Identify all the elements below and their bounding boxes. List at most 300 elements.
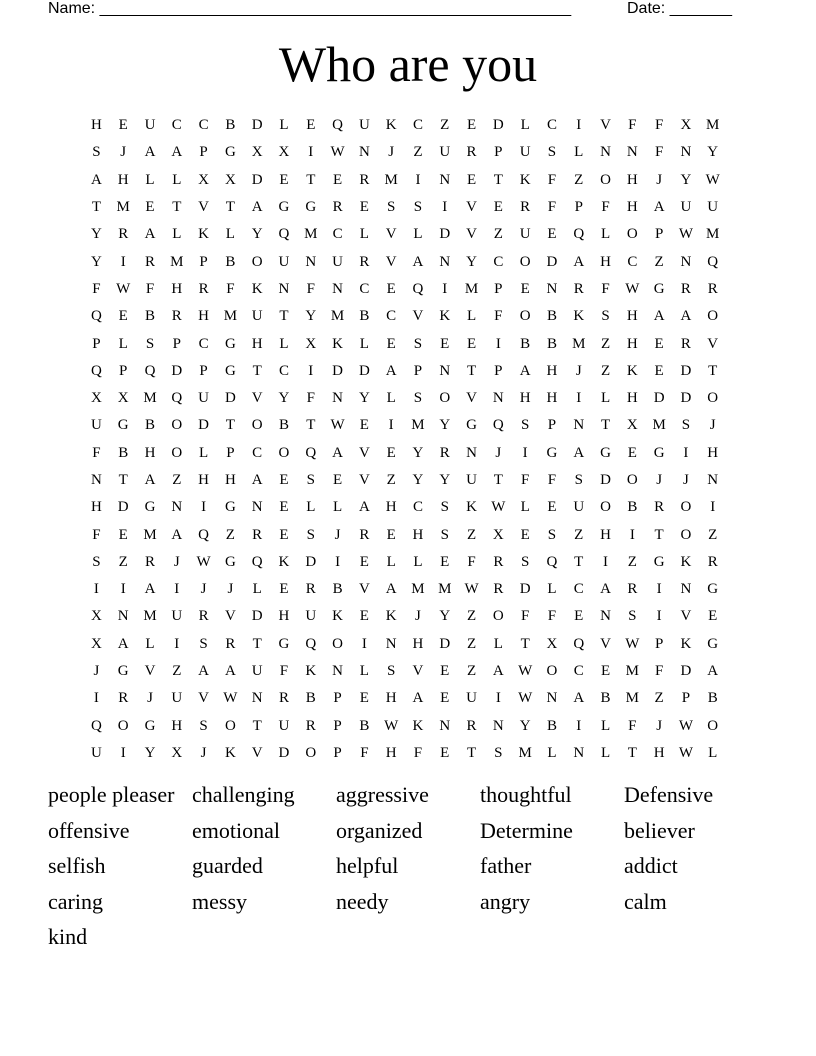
grid-letter: R bbox=[680, 335, 691, 352]
grid-letter: J bbox=[227, 581, 234, 598]
grid-letter: G bbox=[224, 362, 236, 379]
letter-grid bbox=[83, 112, 733, 767]
grid-letter: E bbox=[118, 117, 128, 134]
grid-letter: N bbox=[546, 690, 558, 707]
grid-letter: Z bbox=[627, 553, 637, 570]
grid-letter: B bbox=[144, 417, 155, 434]
grid-letter: U bbox=[466, 472, 477, 488]
grid-letter: V bbox=[358, 444, 370, 461]
grid-letter: L bbox=[600, 226, 611, 243]
grid-row bbox=[83, 221, 733, 248]
grid-letter: I bbox=[495, 335, 501, 352]
grid-letter: X bbox=[171, 744, 183, 761]
grid-letter: I bbox=[388, 417, 394, 434]
grid-letter: D bbox=[358, 362, 370, 379]
grid-letter: L bbox=[145, 635, 155, 652]
grid-letter: I bbox=[576, 390, 582, 407]
grid-letter: F bbox=[413, 744, 423, 761]
grid-letter: J bbox=[656, 171, 663, 188]
word-list-item: offensive bbox=[48, 817, 130, 843]
grid-letter: L bbox=[279, 335, 289, 352]
grid-letter: E bbox=[440, 690, 450, 707]
grid-letter: A bbox=[385, 581, 397, 598]
grid-letter: Z bbox=[466, 635, 477, 652]
grid-letter: Y bbox=[278, 390, 290, 407]
grid-letter: E bbox=[279, 499, 289, 516]
grid-letter: L bbox=[118, 335, 128, 352]
grid-letter: V bbox=[198, 199, 209, 216]
grid-letter: S bbox=[199, 717, 208, 734]
grid-letter: J bbox=[656, 717, 663, 734]
grid-letter: Z bbox=[466, 608, 477, 625]
grid-letter: E bbox=[386, 280, 396, 297]
grid-letter: X bbox=[117, 390, 129, 407]
grid-letter: I bbox=[710, 499, 716, 516]
grid-letter: M bbox=[116, 199, 130, 216]
grid-letter: G bbox=[144, 717, 156, 734]
grid-letter: I bbox=[656, 608, 662, 625]
grid-letter: H bbox=[251, 335, 263, 352]
grid-letter: L bbox=[199, 444, 209, 461]
grid-letter: V bbox=[358, 472, 370, 488]
grid-letter: R bbox=[680, 280, 691, 297]
grid-letter: M bbox=[330, 308, 345, 325]
grid-letter: W bbox=[625, 280, 640, 297]
grid-letter: H bbox=[626, 171, 638, 188]
grid-letter: U bbox=[90, 417, 102, 434]
grid-letter: W bbox=[330, 417, 345, 434]
grid-letter: K bbox=[466, 499, 477, 516]
grid-letter: J bbox=[334, 526, 341, 543]
page-title: Who are you bbox=[278, 36, 538, 92]
grid-letter: R bbox=[520, 199, 531, 216]
grid-letter: B bbox=[627, 499, 638, 516]
grid-letter: I bbox=[495, 690, 501, 707]
grid-letter: U bbox=[332, 253, 343, 270]
grid-row bbox=[83, 440, 733, 467]
grid-letter: G bbox=[653, 553, 665, 570]
grid-letter: C bbox=[573, 581, 584, 598]
grid-letter: U bbox=[573, 499, 585, 516]
grid-letter: U bbox=[171, 690, 183, 707]
grid-letter: W bbox=[625, 635, 640, 652]
grid-letter: H bbox=[385, 499, 397, 516]
grid-letter: K bbox=[224, 744, 236, 761]
grid-row bbox=[83, 521, 733, 548]
grid-letter: G bbox=[144, 499, 156, 516]
grid-letter: A bbox=[117, 635, 129, 652]
grid-letter: I bbox=[415, 171, 421, 188]
grid-letter: B bbox=[600, 690, 611, 707]
grid-letter: D bbox=[680, 362, 692, 379]
grid-letter: S bbox=[306, 526, 315, 543]
grid-letter: M bbox=[170, 253, 184, 270]
grid-letter: R bbox=[171, 308, 182, 325]
grid-letter: U bbox=[251, 663, 263, 680]
grid-letter: U bbox=[439, 144, 451, 161]
grid-letter: O bbox=[626, 472, 638, 488]
grid-letter: G bbox=[466, 417, 477, 434]
grid-row bbox=[83, 276, 733, 303]
grid-letter: P bbox=[574, 199, 583, 216]
grid-letter: D bbox=[546, 253, 558, 270]
grid-letter: F bbox=[654, 663, 664, 680]
grid-letter: L bbox=[466, 308, 477, 325]
grid-letter: I bbox=[576, 717, 582, 734]
grid-letter: S bbox=[601, 308, 610, 325]
grid-letter: T bbox=[252, 362, 262, 379]
grid-letter: Z bbox=[600, 362, 611, 379]
grid-letter: N bbox=[546, 280, 558, 297]
grid-letter: C bbox=[546, 117, 557, 134]
grid-letter: E bbox=[440, 335, 450, 352]
grid-letter: E bbox=[279, 472, 289, 488]
grid-letter: J bbox=[120, 144, 127, 161]
grid-letter: L bbox=[600, 744, 611, 761]
grid-letter: F bbox=[601, 280, 610, 297]
grid-letter: X bbox=[680, 117, 692, 134]
grid-letter: Z bbox=[225, 526, 235, 543]
grid-letter: F bbox=[306, 280, 315, 297]
grid-letter: O bbox=[224, 717, 236, 734]
grid-letter: D bbox=[224, 390, 236, 407]
grid-letter: E bbox=[332, 472, 343, 488]
grid-letter: A bbox=[90, 171, 102, 188]
grid-letter: F bbox=[306, 390, 315, 407]
grid-letter: N bbox=[171, 499, 183, 516]
grid-letter: C bbox=[171, 117, 182, 134]
grid-letter: N bbox=[358, 144, 370, 161]
grid-letter: E bbox=[145, 199, 155, 216]
grid-letter: P bbox=[92, 335, 101, 352]
grid-letter: B bbox=[707, 690, 718, 707]
grid-letter: H bbox=[385, 690, 397, 707]
grid-letter: H bbox=[171, 280, 183, 297]
grid-letter: F bbox=[92, 526, 101, 543]
grid-letter: O bbox=[680, 526, 692, 543]
grid-letter: F bbox=[92, 280, 101, 297]
grid-letter: R bbox=[252, 526, 263, 543]
grid-letter: V bbox=[412, 663, 424, 680]
grid-letter: X bbox=[90, 635, 102, 652]
grid-letter: K bbox=[278, 553, 290, 570]
grid-letter: I bbox=[93, 581, 99, 598]
grid-letter: R bbox=[466, 717, 477, 734]
grid-letter: F bbox=[628, 717, 637, 734]
grid-letter: W bbox=[518, 663, 533, 680]
grid-letter: R bbox=[707, 553, 718, 570]
grid-letter: O bbox=[171, 444, 183, 461]
grid-letter: Y bbox=[439, 417, 451, 434]
grid-letter: I bbox=[120, 581, 126, 598]
grid-letter: Y bbox=[305, 308, 317, 325]
grid-letter: R bbox=[118, 690, 129, 707]
grid-letter: U bbox=[90, 744, 102, 761]
grid-letter: S bbox=[574, 472, 583, 488]
grid-letter: D bbox=[680, 663, 692, 680]
grid-letter: H bbox=[117, 171, 129, 188]
grid-letter: T bbox=[466, 744, 477, 761]
grid-letter: V bbox=[466, 390, 477, 407]
grid-letter: W bbox=[678, 717, 694, 734]
grid-letter: E bbox=[600, 663, 611, 680]
grid-letter: G bbox=[707, 581, 719, 598]
grid-letter: B bbox=[305, 690, 316, 707]
grid-letter: N bbox=[680, 253, 692, 270]
grid-letter: T bbox=[520, 635, 530, 652]
grid-letter: M bbox=[518, 744, 532, 761]
grid-letter: E bbox=[466, 335, 477, 352]
grid-letter: A bbox=[653, 199, 665, 216]
grid-row bbox=[83, 549, 733, 576]
grid-row bbox=[83, 467, 733, 494]
grid-letter: O bbox=[305, 744, 317, 761]
grid-letter: A bbox=[144, 472, 156, 488]
grid-letter: C bbox=[412, 499, 423, 516]
grid-letter: C bbox=[627, 253, 638, 270]
grid-letter: C bbox=[198, 335, 209, 352]
grid-letter: L bbox=[600, 717, 611, 734]
grid-letter: L bbox=[145, 171, 155, 188]
grid-letter: R bbox=[573, 280, 584, 297]
grid-letter: R bbox=[332, 199, 343, 216]
grid-letter: D bbox=[171, 362, 183, 379]
grid-letter: E bbox=[359, 417, 369, 434]
grid-row bbox=[83, 330, 733, 357]
grid-letter: U bbox=[358, 117, 370, 134]
grid-letter: K bbox=[439, 308, 451, 325]
grid-letter: P bbox=[494, 144, 503, 161]
grid-letter: L bbox=[225, 226, 235, 243]
grid-letter: E bbox=[574, 608, 584, 625]
grid-letter: U bbox=[519, 144, 531, 161]
grid-letter: V bbox=[680, 608, 692, 625]
grid-letter: B bbox=[144, 308, 155, 325]
grid-letter: R bbox=[118, 226, 129, 243]
grid-letter: M bbox=[625, 663, 639, 680]
grid-letter: E bbox=[708, 608, 718, 625]
word-list-item: angry bbox=[480, 888, 531, 914]
grid-letter: F bbox=[547, 608, 557, 625]
grid-letter: O bbox=[600, 171, 611, 188]
grid-letter: L bbox=[172, 171, 182, 188]
grid-letter: F bbox=[145, 280, 155, 297]
grid-letter: D bbox=[519, 581, 531, 598]
grid-letter: K bbox=[573, 308, 585, 325]
grid-letter: E bbox=[440, 744, 450, 761]
grid-letter: L bbox=[520, 499, 530, 516]
grid-letter: X bbox=[198, 171, 209, 188]
grid-letter: F bbox=[654, 117, 664, 134]
grid-letter: E bbox=[654, 335, 664, 352]
grid-letter: G bbox=[546, 444, 558, 461]
grid-letter: A bbox=[385, 362, 397, 379]
grid-letter: H bbox=[198, 308, 209, 325]
grid-letter: Z bbox=[172, 472, 182, 488]
grid-letter: N bbox=[90, 472, 102, 488]
grid-letter: H bbox=[626, 199, 638, 216]
word-list-item: people pleaser bbox=[48, 782, 175, 807]
grid-letter: M bbox=[706, 117, 720, 134]
grid-letter: I bbox=[522, 444, 528, 461]
grid-letter: H bbox=[600, 253, 611, 270]
grid-letter: T bbox=[466, 362, 477, 379]
grid-letter: T bbox=[600, 417, 611, 434]
grid-letter: G bbox=[224, 335, 236, 352]
grid-letter: R bbox=[707, 280, 718, 297]
grid-letter: W bbox=[330, 144, 345, 161]
grid-letter: R bbox=[278, 690, 289, 707]
grid-letter: B bbox=[359, 308, 370, 325]
grid-letter: A bbox=[144, 144, 156, 161]
word-list-item: emotional bbox=[192, 817, 280, 843]
grid-letter: E bbox=[520, 526, 530, 543]
grid-letter: O bbox=[707, 717, 719, 734]
grid-letter: J bbox=[415, 608, 421, 625]
grid-letter: I bbox=[120, 744, 126, 761]
grid-letter: N bbox=[573, 744, 585, 761]
grid-letter: K bbox=[332, 608, 343, 625]
grid-letter: R bbox=[493, 581, 504, 598]
grid-letter: Q bbox=[707, 253, 719, 270]
grid-letter: Y bbox=[680, 171, 692, 188]
name-field: Name: _____________________________________________________ bbox=[48, 0, 572, 17]
grid-letter: E bbox=[654, 362, 664, 379]
grid-letter: L bbox=[306, 499, 316, 516]
grid-letter: P bbox=[494, 280, 503, 297]
grid-letter: U bbox=[198, 390, 209, 407]
grid-letter: T bbox=[225, 417, 235, 434]
grid-letter: O bbox=[680, 499, 692, 516]
grid-letter: Z bbox=[440, 117, 450, 134]
grid-letter: F bbox=[547, 171, 557, 188]
grid-letter: R bbox=[466, 144, 477, 161]
grid-letter: S bbox=[681, 417, 691, 434]
grid-letter: O bbox=[600, 499, 611, 516]
grid-letter: H bbox=[707, 444, 719, 461]
grid-letter: D bbox=[653, 390, 665, 407]
grid-letter: Q bbox=[305, 635, 317, 652]
grid-letter: I bbox=[361, 635, 367, 652]
grid-letter: M bbox=[384, 171, 398, 188]
grid-letter: N bbox=[117, 608, 129, 625]
grid-letter: K bbox=[680, 553, 692, 570]
grid-letter: K bbox=[332, 335, 343, 352]
grid-letter: L bbox=[359, 226, 369, 243]
grid-letter: K bbox=[412, 717, 424, 734]
grid-letter: F bbox=[279, 663, 289, 680]
grid-letter: I bbox=[576, 117, 582, 134]
grid-letter: V bbox=[358, 581, 370, 598]
grid-letter: S bbox=[386, 199, 396, 216]
grid-letter: T bbox=[252, 717, 262, 734]
grid-letter: Y bbox=[466, 253, 477, 270]
grid-letter: Z bbox=[574, 171, 584, 188]
grid-letter: I bbox=[174, 581, 180, 598]
grid-letter: U bbox=[305, 608, 317, 625]
grid-letter: I bbox=[335, 553, 341, 570]
grid-letter: K bbox=[198, 226, 209, 243]
grid-letter: T bbox=[627, 744, 637, 761]
grid-letter: E bbox=[547, 499, 557, 516]
grid-letter: N bbox=[278, 280, 290, 297]
grid-row bbox=[83, 412, 733, 439]
word-list-item: messy bbox=[192, 888, 247, 914]
grid-letter: H bbox=[546, 390, 558, 407]
grid-letter: U bbox=[466, 690, 477, 707]
word-list-item: guarded bbox=[192, 853, 263, 879]
grid-letter: P bbox=[547, 417, 557, 434]
grid-letter: W bbox=[491, 499, 506, 516]
grid-letter: A bbox=[680, 308, 692, 325]
grid-letter: A bbox=[600, 581, 611, 598]
grid-letter: C bbox=[198, 117, 209, 134]
grid-letter: K bbox=[519, 171, 531, 188]
grid-letter: E bbox=[118, 526, 128, 543]
grid-letter: L bbox=[708, 744, 718, 761]
grid-letter: T bbox=[493, 472, 503, 488]
grid-letter: X bbox=[492, 526, 504, 543]
grid-letter: O bbox=[492, 608, 504, 625]
grid-letter: G bbox=[278, 635, 290, 652]
grid-letter: Z bbox=[386, 472, 396, 488]
grid-letter: R bbox=[198, 280, 209, 297]
grid-letter: L bbox=[520, 117, 530, 134]
grid-letter: M bbox=[223, 308, 238, 325]
grid-letter: M bbox=[304, 226, 318, 243]
grid-letter: R bbox=[144, 553, 155, 570]
grid-row bbox=[83, 303, 733, 330]
grid-letter: M bbox=[464, 280, 479, 297]
grid-letter: V bbox=[600, 635, 611, 652]
grid-letter: L bbox=[172, 226, 182, 243]
grid-letter: L bbox=[547, 744, 557, 761]
grid-letter: W bbox=[116, 280, 131, 297]
grid-letter: S bbox=[547, 144, 557, 161]
grid-letter: T bbox=[91, 199, 101, 216]
grid-letter: I bbox=[603, 553, 609, 570]
grid-letter: E bbox=[306, 117, 316, 134]
grid-letter: N bbox=[385, 635, 397, 652]
grid-letter: H bbox=[224, 472, 236, 488]
grid-letter: D bbox=[251, 608, 263, 625]
grid-letter: S bbox=[494, 744, 503, 761]
grid-letter: Q bbox=[90, 308, 102, 325]
grid-letter: U bbox=[707, 199, 719, 216]
grid-letter: P bbox=[413, 362, 423, 379]
word-list-item: challenging bbox=[192, 782, 295, 807]
grid-row bbox=[83, 167, 733, 194]
grid-letter: B bbox=[278, 417, 289, 434]
word-list bbox=[48, 780, 788, 958]
grid-letter: P bbox=[494, 362, 503, 379]
grid-letter: T bbox=[279, 308, 289, 325]
grid-row bbox=[83, 631, 733, 658]
grid-letter: I bbox=[683, 444, 689, 461]
grid-letter: T bbox=[225, 199, 235, 216]
grid-letter: P bbox=[119, 362, 128, 379]
grid-letter: X bbox=[546, 635, 558, 652]
grid-letter: Q bbox=[171, 390, 183, 407]
grid-row bbox=[83, 713, 733, 740]
grid-letter: Q bbox=[412, 280, 424, 297]
grid-letter: S bbox=[92, 553, 101, 570]
grid-letter: W bbox=[678, 226, 694, 243]
grid-letter: V bbox=[385, 226, 397, 243]
word-list-item: kind bbox=[48, 924, 88, 950]
grid-letter: A bbox=[144, 226, 156, 243]
grid-letter: O bbox=[251, 253, 263, 270]
